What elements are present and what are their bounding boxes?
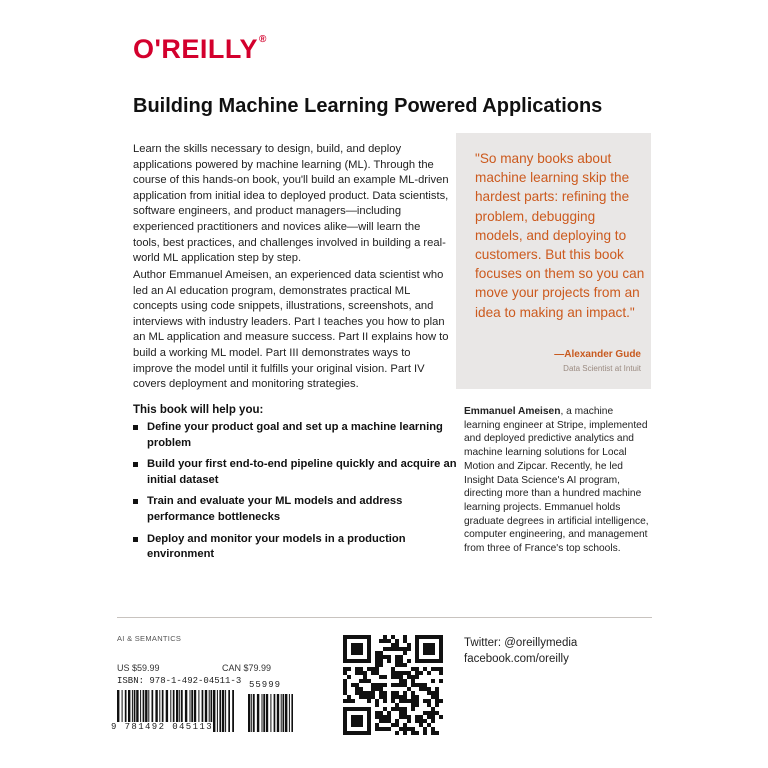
isbn: ISBN: 978-1-492-04511-3 <box>117 676 242 686</box>
quote-text: "So many books about machine learning skip the hardest parts: refining the problem, debugging models, and deploying to customers. But this book focuses on them so you can move your projects from an idea to making an impact." <box>475 151 645 320</box>
quote-author: —Alexander Gude <box>554 349 641 360</box>
book-title: Building Machine Learning Powered Applications <box>133 95 603 117</box>
quote-box <box>456 133 651 389</box>
list-item: Deploy and monitor your models in a production environment <box>133 532 463 563</box>
price-addon-digits: 55999 <box>249 680 282 690</box>
price-addon-barcode <box>248 694 293 732</box>
author-bio <box>464 405 652 556</box>
footer-divider <box>117 617 652 618</box>
facebook-link: facebook.com/oreilly <box>464 653 569 665</box>
social-links <box>464 635 577 667</box>
description-paragraph-1: Learn the skills necessary to design, build, and deploy applications powered by machine learning (ML). Through the course of this hands-on book, you'll build an example ML-driven application from initial idea to deployed product. Data scientists, software engineers, and product managers—including experienced practitioners and novices alike—will learn the tools, best practices, and challenges involved in building a real-world ML application step by step. <box>133 143 449 265</box>
quote-author-role: Data Scientist at Intuit <box>563 364 641 373</box>
helps-heading: This book will help you: <box>133 404 264 416</box>
oreilly-logo <box>133 34 267 65</box>
brand-name: O'REILLY <box>133 34 258 64</box>
qr-code <box>343 635 443 735</box>
list-item: Build your first end-to-end pipeline quickly and acquire an initial dataset <box>133 457 463 488</box>
registered-mark: ® <box>258 34 267 45</box>
barcode-digits: 9 781492 045113 <box>111 722 214 732</box>
list-item: Define your product goal and set up a machine learning problem <box>133 420 463 451</box>
helps-list <box>133 420 463 569</box>
price-us: US $59.99 <box>117 663 160 673</box>
description-paragraph-2: Author Emmanuel Ameisen, an experienced data scientist who led an AI education program, demonstrates practical ML concepts using code snippets, illustrations, screenshots, and interviews with industry leaders. Part I teaches you how to plan an ML application and measure success. Part II explains how to build a working ML model. Part III demonstrates ways to improve the model until it fulfills your original vision. Part IV covers deployment and monitoring strategies. <box>133 269 449 391</box>
twitter-handle: Twitter: @oreillymedia <box>464 637 578 649</box>
list-item: Train and evaluate your ML models and address performance bottlenecks <box>133 494 463 525</box>
author-bio-text: , a machine learning engineer at Stripe, implemented and deployed predictive analytics and machine learning solutions for Local Motion and Zipcar. Recently, he led Insight Data Science's AI program, directing more than a hundred machine learning projects. Emmanuel holds graduate degrees in artificial intelligence, computer engineering, and management from three of France's top schools. <box>464 406 649 555</box>
price-can: CAN $79.99 <box>222 663 272 673</box>
author-name: Emmanuel Ameisen <box>464 406 561 417</box>
category-label: AI & SEMANTICS <box>117 634 182 643</box>
